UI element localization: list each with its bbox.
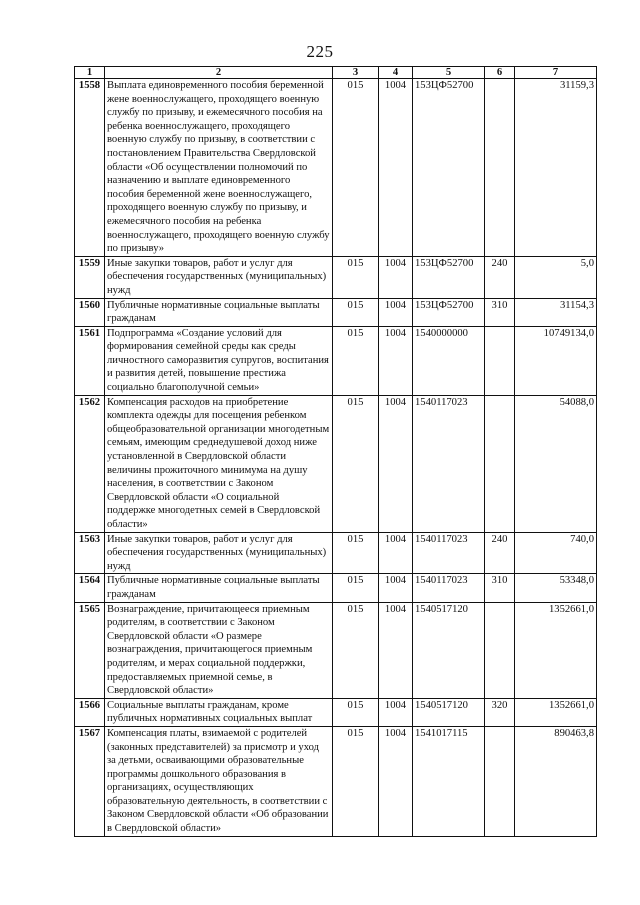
row-section-code: 1004 [379, 602, 413, 698]
row-expense-type [485, 326, 515, 395]
row-expense-type: 310 [485, 298, 515, 326]
row-section-code: 1004 [379, 79, 413, 257]
page-number: 225 [306, 42, 334, 61]
row-chapter-code: 015 [333, 532, 379, 574]
row-target-code: 1540000000 [413, 326, 485, 395]
row-name: Компенсация расходов на приобретение комплекта одежды для посещения ребенком общеобразовательной организации многодетным семьям, имеющим среднедушевой доход ниже установленной в Свердловской области величины прожиточного минимума на душу населения, в соответствии с Законом Свердловской области «О социальной поддержке многодетных семей в Свердловской области» [105, 395, 333, 532]
row-amount: 890463,8 [515, 726, 597, 836]
row-section-code: 1004 [379, 532, 413, 574]
row-target-code: 1540117023 [413, 532, 485, 574]
row-section-code: 1004 [379, 726, 413, 836]
row-target-code: 1540517120 [413, 602, 485, 698]
column-header: 5 [413, 67, 485, 79]
column-number-header-row [75, 67, 597, 79]
column-header: 2 [105, 67, 333, 79]
row-number: 1563 [75, 532, 105, 574]
row-name: Иные закупки товаров, работ и услуг для обеспечения государственных (муниципальных) нужд [105, 532, 333, 574]
row-name: Компенсация платы, взимаемой с родителей (законных представителей) за присмотр и уход за детьми, осваивающими образовательные программы дошкольного образования в организациях, осуществляющих образовательную деятельность, в соответствии с Законом Свердловской области «Об образовании в Свердловской области» [105, 726, 333, 836]
table-row [75, 698, 597, 726]
row-amount: 10749134,0 [515, 326, 597, 395]
row-chapter-code: 015 [333, 298, 379, 326]
row-expense-type: 320 [485, 698, 515, 726]
row-amount: 53348,0 [515, 574, 597, 602]
table-row [75, 395, 597, 532]
row-expense-type: 240 [485, 532, 515, 574]
row-amount: 5,0 [515, 256, 597, 298]
row-number: 1561 [75, 326, 105, 395]
table-row [75, 256, 597, 298]
table-row [75, 79, 597, 257]
row-name: Иные закупки товаров, работ и услуг для обеспечения государственных (муниципальных) нужд [105, 256, 333, 298]
row-target-code: 153ЦФ52700 [413, 79, 485, 257]
row-amount: 740,0 [515, 532, 597, 574]
row-name: Вознаграждение, причитающееся приемным родителям, в соответствии с Законом Свердловской области «О размере вознаграждения, причитающегося приемным родителям, и мерах социальной поддержки, предоставляемых приемной семье, в Свердловской области» [105, 602, 333, 698]
column-header: 7 [515, 67, 597, 79]
table-row [75, 532, 597, 574]
row-chapter-code: 015 [333, 79, 379, 257]
row-chapter-code: 015 [333, 602, 379, 698]
table-row [75, 726, 597, 836]
row-chapter-code: 015 [333, 256, 379, 298]
row-chapter-code: 015 [333, 326, 379, 395]
row-section-code: 1004 [379, 574, 413, 602]
row-target-code: 153ЦФ52700 [413, 298, 485, 326]
column-header: 4 [379, 67, 413, 79]
row-section-code: 1004 [379, 326, 413, 395]
row-amount: 31159,3 [515, 79, 597, 257]
row-amount: 1352661,0 [515, 602, 597, 698]
column-header: 6 [485, 67, 515, 79]
table-row [75, 574, 597, 602]
budget-table [74, 66, 597, 837]
row-chapter-code: 015 [333, 698, 379, 726]
row-chapter-code: 015 [333, 726, 379, 836]
row-section-code: 1004 [379, 298, 413, 326]
row-number: 1558 [75, 79, 105, 257]
column-header: 1 [75, 67, 105, 79]
row-number: 1560 [75, 298, 105, 326]
row-chapter-code: 015 [333, 574, 379, 602]
row-target-code: 1540517120 [413, 698, 485, 726]
row-chapter-code: 015 [333, 395, 379, 532]
row-number: 1567 [75, 726, 105, 836]
row-expense-type [485, 602, 515, 698]
row-target-code: 153ЦФ52700 [413, 256, 485, 298]
row-name: Социальные выплаты гражданам, кроме публичных нормативных социальных выплат [105, 698, 333, 726]
row-expense-type: 240 [485, 256, 515, 298]
column-header: 3 [333, 67, 379, 79]
row-name: Публичные нормативные социальные выплаты гражданам [105, 574, 333, 602]
row-number: 1559 [75, 256, 105, 298]
row-section-code: 1004 [379, 395, 413, 532]
table-row [75, 298, 597, 326]
row-amount: 31154,3 [515, 298, 597, 326]
row-name: Выплата единовременного пособия беременной жене военнослужащего, проходящего военную службу по призыву, и ежемесячного пособия на ребенка военнослужащего, проходящего военную службу по призыву, в соответствии с постановлением Правительства Свердловской области «Об осуществлении полномочий по назначению и выплате единовременного пособия беременной жене военнослужащего, проходящего военную службу по призыву, и ежемесячного пособия на ребенка военнослужащего, проходящего военную службу по призыву» [105, 79, 333, 257]
row-number: 1564 [75, 574, 105, 602]
row-expense-type [485, 79, 515, 257]
row-number: 1562 [75, 395, 105, 532]
row-amount: 54088,0 [515, 395, 597, 532]
row-section-code: 1004 [379, 256, 413, 298]
row-number: 1566 [75, 698, 105, 726]
row-expense-type [485, 726, 515, 836]
row-target-code: 1540117023 [413, 574, 485, 602]
row-section-code: 1004 [379, 698, 413, 726]
table-row [75, 326, 597, 395]
row-expense-type [485, 395, 515, 532]
row-number: 1565 [75, 602, 105, 698]
row-amount: 1352661,0 [515, 698, 597, 726]
row-expense-type: 310 [485, 574, 515, 602]
row-target-code: 1541017115 [413, 726, 485, 836]
table-row [75, 602, 597, 698]
row-target-code: 1540117023 [413, 395, 485, 532]
row-name: Подпрограмма «Создание условий для формирования семейной среды как среды личностного саморазвития супругов, воспитания и развития детей, повышение престижа социально благополучной семьи» [105, 326, 333, 395]
row-name: Публичные нормативные социальные выплаты гражданам [105, 298, 333, 326]
